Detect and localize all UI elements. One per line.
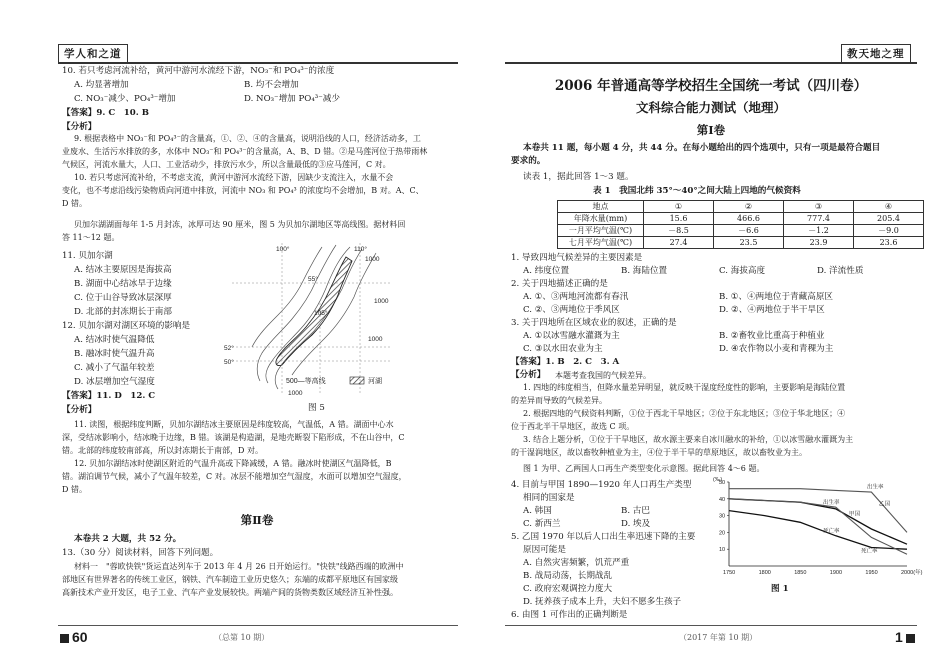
table-cell: 一月平均气温(℃)	[558, 225, 644, 237]
q3-option-a: A. ①以冰雪融水灌溉为主	[523, 331, 620, 341]
q2-option-b: B. ①、④两地位于青藏高原区	[719, 292, 834, 302]
left-footer-rule	[58, 625, 458, 626]
series-label: 出生率	[867, 484, 884, 491]
analysis-line: 气候区，河流水量大，人口、工业活动少，排放污水少，所以含量最低的③应马莲河，C 对。	[62, 160, 391, 169]
y-tick-label: 10	[719, 547, 726, 554]
q5-stem-2: 原因可能是	[523, 545, 566, 555]
q1-option-d: D. 洋流性质	[817, 266, 864, 276]
analysis-label-r: 【分析】	[511, 370, 546, 380]
table-cell: －6.6	[714, 225, 784, 237]
analysis-line: 位于西北半干旱地区，故选 C 项。	[511, 422, 635, 431]
q1-option-b: B. 海陆位置	[621, 266, 668, 276]
x-tick-label: 1850	[794, 570, 807, 576]
analysis-line: D 错。	[62, 199, 87, 208]
table-cell: 年降水量(mm)	[558, 213, 644, 225]
population-chart	[711, 474, 923, 584]
q4-option-b: B. 古巴	[621, 506, 650, 516]
table-row	[558, 225, 924, 237]
q2-option-a: A. ①、③两地河流都有春汛	[523, 292, 629, 302]
section-1-title: 第Ⅰ卷	[696, 123, 726, 137]
table-header-cell: 地点	[558, 201, 644, 213]
analysis-line: 的差异而导致的气候差异。	[511, 396, 607, 405]
analysis-line: 3. 结合上题分析，①位于干旱地区，故水源主要来自冰川融水的补给，①以冰雪融水灌溉为主	[523, 435, 854, 444]
contour-line	[292, 253, 376, 375]
q5-option-d: D. 抚养孩子成本上升，夫妇不愿多生孩子	[523, 597, 682, 607]
longitude-label: 105°	[314, 310, 328, 317]
answer-1-3: 【答案】1. B 2. C 3. A	[511, 357, 620, 367]
left-header-tag: 学人和之道	[58, 44, 128, 63]
climate-table	[557, 200, 924, 249]
right-page-number: 1	[895, 629, 915, 645]
q12-option-c: C. 减小了气温年较差	[74, 363, 155, 373]
contour-label: 1000	[288, 390, 303, 397]
y-tick-label: 50	[719, 480, 726, 486]
exam-title: 2006 年普通高等学校招生全国统一考试（四川卷）	[554, 78, 868, 94]
legend-contour: 500—等高线	[286, 378, 326, 385]
q5-option-c: C. 政府宏观调控力度大	[523, 584, 613, 594]
contour-label: 1000	[374, 298, 389, 305]
analysis-line: 变化，也不考虑沿线污染物质向河道中排放，河流中 NO₃ 和 PO₄³ 的浓度均不会增加，B 对。A、C、	[62, 186, 424, 195]
baikal-intro: 贝加尔湖湖面每年 1-5 月封冻，冰厚可达 90 厘米，图 5 为贝加尔湖地区等高线图。据材料回	[74, 220, 406, 229]
q5-option-a: A. 自然灾害频繁，饥荒严重	[523, 558, 630, 568]
table-intro: 读表 1，据此回答 1～3 题。	[523, 172, 634, 182]
answer-11-12: 【答案】11. D 12. C	[62, 391, 156, 401]
q4-stem-2: 相同的国家是	[523, 493, 575, 503]
longitude-label: 110°	[354, 246, 367, 253]
q1-option-c: C. 海拔高度	[719, 266, 766, 276]
left-footer-issue: （总第 10 期）	[214, 633, 270, 642]
table-cell: 23.5	[714, 237, 784, 249]
fig1-caption: 图 1	[771, 584, 789, 594]
table-cell: 777.4	[784, 213, 854, 225]
latitude-label: 52°	[224, 345, 234, 352]
y-tick-label: 40	[719, 496, 726, 503]
analysis-line: 错。湖泊调节气候，减小了气温年较差，C 对。冰层不能增加空气湿度，水面可以增加空气湿度，	[62, 472, 407, 481]
answer-9-10: 【答案】9. C 10. B	[62, 108, 149, 118]
x-tick-label: 1800	[758, 570, 771, 576]
analysis-label-1: 【分析】	[62, 122, 97, 132]
x-tick-label: 1750	[723, 570, 736, 576]
table-cell: 466.6	[714, 213, 784, 225]
left-page-number: 60	[60, 629, 88, 645]
table-header-row	[558, 201, 924, 213]
q10-option-c: C. NO₃⁻减少、PO₄³⁻增加	[74, 94, 176, 104]
fig5-caption: 图 5	[308, 403, 325, 413]
table-header-cell: ③	[784, 201, 854, 213]
contour-label: 1000	[365, 256, 380, 263]
q4-option-d: D. 埃及	[621, 519, 651, 529]
section-1-note: 要求的。	[511, 156, 546, 166]
analysis-line: 11. 读图，根据纬度判断，贝加尔湖结冰主要原因是纬度较高，气温低，A 错。湖面中心水	[74, 420, 394, 429]
material-line: 高新技术产业开发区，电子工业、汽车产业发展较快。两端产间的货物类数区域经济互补性强。	[62, 588, 398, 597]
table-row	[558, 213, 924, 225]
right-footer-rule	[505, 625, 917, 626]
left-header-rule	[58, 62, 458, 64]
q1-stem: 1. 导致四地气候差异的主要因素是	[511, 253, 643, 263]
latitude-label: 50°	[224, 359, 234, 366]
series-label: 死亡率	[861, 548, 878, 555]
q10-option-b: B. 均不会增加	[244, 80, 299, 90]
section-2-title: 第Ⅱ卷	[240, 513, 274, 527]
q12-option-b: B. 融冰时使气温升高	[74, 349, 155, 359]
contour-label: 1000	[368, 336, 383, 343]
table-cell: 15.6	[644, 213, 714, 225]
baikal-intro: 答 11～12 题。	[62, 233, 120, 242]
q12-stem: 12. 贝加尔湖对湖区环境的影响是	[62, 321, 191, 331]
q13-stem: 13.（30 分）阅读材料，回答下列问题。	[62, 548, 219, 558]
q11-option-a: A. 结冰主要原因是海拔高	[74, 265, 172, 275]
x-tick-label: 1950	[865, 570, 878, 576]
right-footer-issue: （2017 年第 10 期）	[679, 633, 758, 642]
series-label: 出生率	[823, 499, 840, 506]
table-title: 表 1 我国北纬 35°～40°之间大陆上四地的气候资料	[593, 186, 801, 196]
q10-option-a: A. 均显著增加	[74, 80, 129, 90]
longitude-label: 100°	[276, 246, 290, 253]
q11-option-c: C. 位于山谷导致冰层深厚	[74, 293, 172, 303]
analysis-line: 10. 若只考虑河流补给，不考虑支流，黄河中游河水流经下游，因缺少支流注入，水量不会	[74, 173, 394, 182]
analysis-line: 深，受结冰影响小，结冰晚于边缘，B 错。该湖是构造湖，是地壳断裂下陷形成，不在山谷中，C	[62, 433, 405, 442]
q2-stem: 2. 关于四地描述正确的是	[511, 279, 608, 289]
table-cell: 27.4	[644, 237, 714, 249]
q12-option-d: D. 冰层增加空气湿度	[74, 377, 155, 387]
q3-option-c: C. ③以水田农业为主	[523, 344, 603, 354]
analysis-label-2: 【分析】	[62, 405, 97, 415]
table-cell: 七月平均气温(℃)	[558, 237, 644, 249]
analysis-line: 业废水、生活污水排放的多，水体中 NO₃⁻和 PO₄³⁻的含量高，A、B、D 错。②是马莲河位于热带雨林	[62, 147, 428, 156]
q3-stem: 3. 关于四地所在区域农业的叙述，正确的是	[511, 318, 677, 328]
analysis-line: 1. 四地的纬度相当，但降水量差异明显，就反映干湿度经度性的影响，主要影响是海陆位置	[523, 383, 846, 392]
q1-option-a: A. 纬度位置	[523, 266, 570, 276]
analysis-line: 9. 根据表格中 NO₃⁻和 PO₄³⁻的含量高，①、②、④的含量高，说明沿线的人口，经济活动多，工	[74, 134, 421, 143]
section-1-note: 本卷共 11 题，每小题 4 分，共 44 分。在每小题给出的四个选项中，只有一项是最符合题目	[523, 143, 881, 153]
q3-option-b: B. ②畜牧业比重高于种植业	[719, 331, 825, 341]
right-page	[475, 0, 950, 671]
q11-option-d: D. 北部的封冻期长于南部	[74, 307, 172, 317]
analysis-line: D 错。	[62, 485, 87, 494]
q5-option-b: B. 战局动荡，长期战乱	[523, 571, 613, 581]
series-line-2	[729, 489, 907, 533]
latitude-label: 55°	[308, 276, 318, 283]
table-cell: －1.2	[784, 225, 854, 237]
q5-stem: 5. 乙国 1970 年以后人口出生率迅速下降的主要	[511, 532, 696, 542]
q10-option-d: D. NO₃⁻增加 PO₄³⁻减少	[244, 94, 340, 104]
series-line-1	[729, 511, 907, 550]
q2-option-d: D. ②、④两地位于半干旱区	[719, 305, 825, 315]
table-header-cell: ①	[644, 201, 714, 213]
q11-option-b: B. 湖面中心结冰早于边缘	[74, 279, 172, 289]
section-2-note: 本卷共 2 大题，共 52 分。	[74, 534, 182, 544]
fig1-intro: 图 1 为甲、乙两国人口再生产类型变化示意图。据此回答 4～6 题。	[523, 464, 765, 473]
exam-subtitle: 文科综合能力测试（地理）	[635, 100, 786, 115]
analysis-line: 2. 根据四地的气候资料判断，①位于西北干旱地区；②位于东北地区；③位于华北地区；④	[523, 409, 846, 418]
q10-stem: 10. 若只考虑河流补给，黄河中游河水流经下游，NO₃⁻和 PO₄³⁻的浓度	[62, 66, 335, 76]
analysis-line: 错。北部的纬度较南部高，所以封冻期长于南部，D 对。	[62, 446, 263, 455]
series-label: 死亡率	[823, 528, 840, 535]
analysis-line: 的干湿润地区，故以畜牧种植业为主，④位于半干旱的草原地区，故以畜牧业为主。	[511, 448, 807, 457]
q3-option-d: D. ④农作物以小麦和青稞为主	[719, 344, 834, 354]
table-cell: 23.9	[784, 237, 854, 249]
q4-option-c: C. 新西兰	[523, 519, 561, 529]
q4-stem: 4. 目前与甲国 1890—1920 年人口再生产类型	[511, 480, 692, 490]
right-header-tag: 教天地之理	[841, 44, 911, 63]
table-header-cell: ④	[854, 201, 924, 213]
right-header-rule	[505, 62, 917, 64]
q6-stem: 6. 由图 1 可作出的正确判断是	[511, 610, 628, 620]
table-cell: －9.0	[854, 225, 924, 237]
legend-lake-swatch	[350, 377, 364, 384]
analysis-line: 12. 贝加尔湖结冰时使湖区附近的气温升高或下降减缓，A 错。融冰时使湖区气温降低，B	[74, 459, 392, 468]
x-tick-label: 2000(年)	[901, 570, 923, 576]
table-row	[558, 237, 924, 249]
q4-option-a: A. 韩国	[523, 506, 552, 516]
material-line: 材料一 "蓉欧快铁"货运直达列车于 2013 年 4 月 26 日开始运行。"快铁"线路西端的欧洲中	[74, 562, 404, 571]
legend-lake: 河湖	[368, 378, 382, 385]
material-line: 部地区有世界著名的传统工业区，钢铁、汽车制造工业历史悠久；东端的成都平原地区有国家级	[62, 575, 398, 584]
table-cell: 205.4	[854, 213, 924, 225]
table-header-cell: ②	[714, 201, 784, 213]
table-cell: －8.5	[644, 225, 714, 237]
q12-option-a: A. 结冰时使气温降低	[74, 335, 155, 345]
analysis-intro: 本题考查我国的气候差异。	[555, 371, 651, 380]
y-tick-label: 20	[719, 530, 726, 537]
series-label: 甲国	[849, 511, 861, 518]
q2-option-c: C. ②、③两地位于季风区	[523, 305, 620, 315]
x-tick-label: 1900	[829, 570, 843, 576]
series-label: 乙国	[879, 501, 891, 508]
q11-stem: 11. 贝加尔湖	[62, 251, 113, 261]
baikal-contour-map	[222, 243, 402, 403]
y-unit-label: (‰)	[713, 477, 723, 483]
table-cell: 23.6	[854, 237, 924, 249]
y-tick-label: 30	[719, 513, 726, 520]
